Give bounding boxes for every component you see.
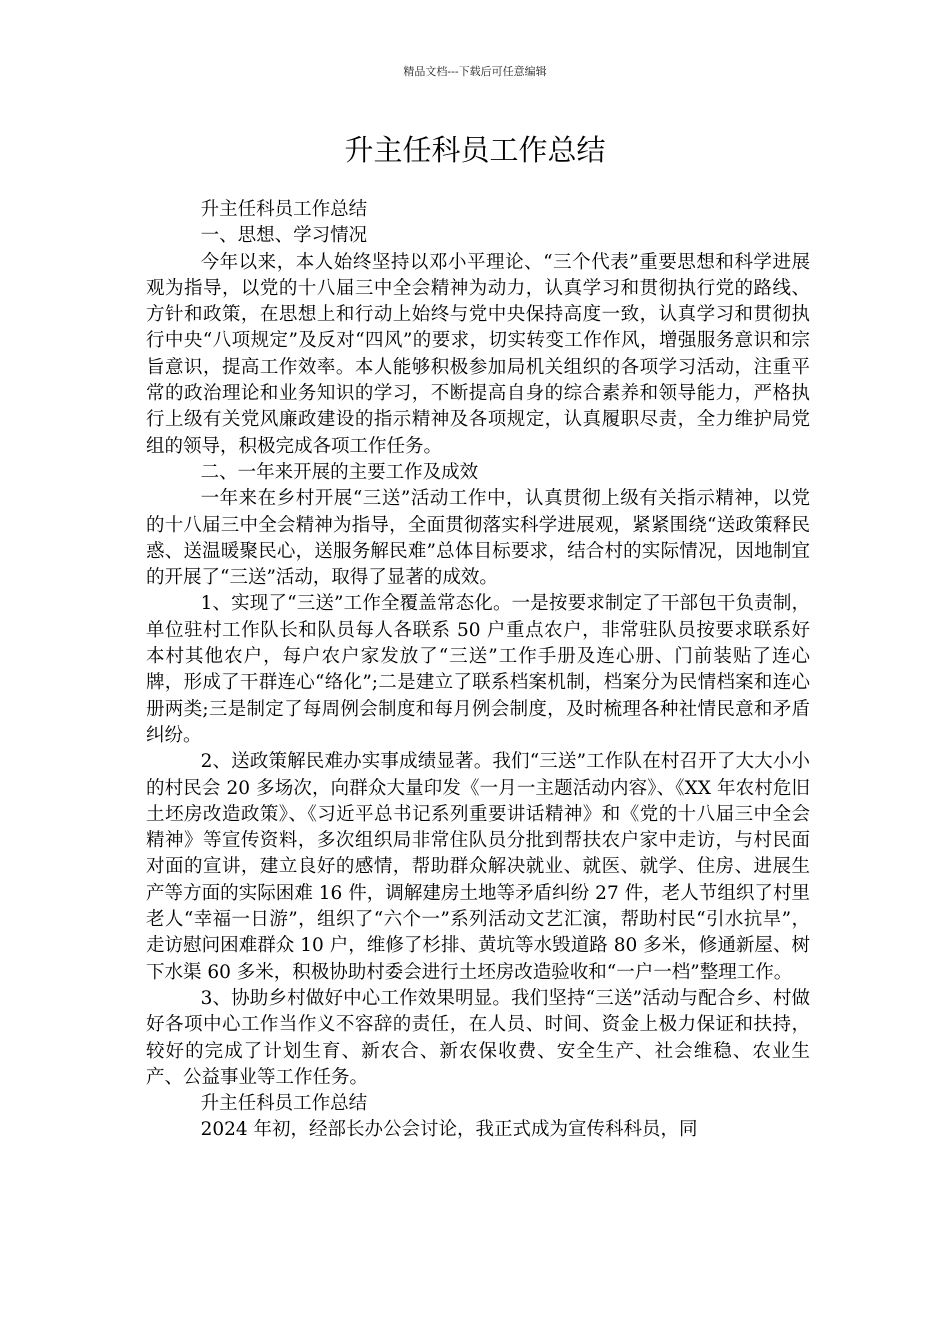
document-title: 升主任科员工作总结	[344, 133, 606, 167]
paragraph-subtitle: 升主任科员工作总结	[200, 1093, 368, 1115]
paragraph: 2024 年初，经部长办公会讨论，我正式成为宣传科科员，同	[200, 1119, 698, 1141]
paragraph: 一年来在乡村开展“三送”活动工作中，认真贯彻上级有关指示精神，以党的十八届三中全会精神为指导，全面贯彻落实科学进展观，紧紧围绕“送政策释民惑、送温暖聚民心，送服务解民难”总体目标要求，结合村的实际情况，因地制宜的开展了“三送”活动，取得了显著的成效。	[146, 488, 810, 589]
document-body	[146, 197, 810, 1144]
paragraph-subtitle: 升主任科员工作总结	[200, 199, 368, 220]
header-note: 精品文档---下载后可任意编辑	[403, 65, 547, 78]
section-heading-main-work: 二、一年来开展的主要工作及成效	[200, 461, 479, 483]
paragraph: 3、协助乡村做好中心工作效果明显。我们坚持“三送”活动与配合乡、村做好各项中心工作当作义不容辞的责任，在人员、时间、资金上极力保证和扶持，较好的完成了计划生育、新农合、新农保收费、安全生产、社会维稳、农业生产、公益事业等工作任务。	[146, 987, 810, 1088]
paragraph: 1、实现了“三送”工作全覆盖常态化。一是按要求制定了干部包干负责制，单位驻村工作队长和队员每人各联系 50 户重点农户，非常驻队员按要求联系好本村其他农户，每户农户家发放了“三送”工作手册及连心册、门前装贴了连心牌，形成了干群连心“络化”;二是建立了联系档案机制，档案分为民情档案和连心册两类;三是制定了每周例会制度和每月例会制度，及时梳理各种社情民意和矛盾纠纷。	[146, 593, 810, 746]
section-heading-thought-study: 一、思想、学习情况	[200, 225, 368, 247]
paragraph: 2、送政策解民难办实事成绩显著。我们“三送”工作队在村召开了大大小小的村民会 20 多场次，向群众大量印发《一月一主题活动内容》、《XX 年农村危旧土坯房改造政策》、《习近平总书记系列重要讲话精神》和《党的十八届三中全会精神》等宣传资料，多次组织局非常住队员分批到帮扶农户家中走访，与村民面对面的宣讲，建立良好的感情，帮助群众解决就业、就医、就学、住房、进展生产等方面的实际困难 16 件，调解建房土地等矛盾纠纷 27 件，老人节组织了村里老人“幸福一日游”，组织了“六个一”系列活动文艺汇演，帮助村民“引水抗旱”，走访慰问困难群众 10 户，维修了杉排、黄坑等水毁道路 80 多米，修通新屋、树下水渠 60 多米，积极协助村委会进行土坯房改造验收和“一户一档”整理工作。	[146, 751, 810, 983]
paragraph: 今年以来，本人始终坚持以邓小平理论、“三个代表”重要思想和科学进展观为指导，以党的十八届三中全会精神为动力，认真学习和贯彻执行党的路线、方针和政策，在思想上和行动上始终与党中央保持高度一致，认真学习和贯彻执行中央“八项规定”及反对“四风”的要求，切实转变工作作风，增强服务意识和宗旨意识，提高工作效率。本人能够积极参加局机关组织的各项学习活动，注重平常的政治理论和业务知识的学习，不断提高自身的综合素养和领导能力，严格执行上级有关党风廉政建设的指示精神及各项规定，认真履职尽责，全力维护局党组的领导，积极完成各项工作任务。	[146, 251, 810, 457]
